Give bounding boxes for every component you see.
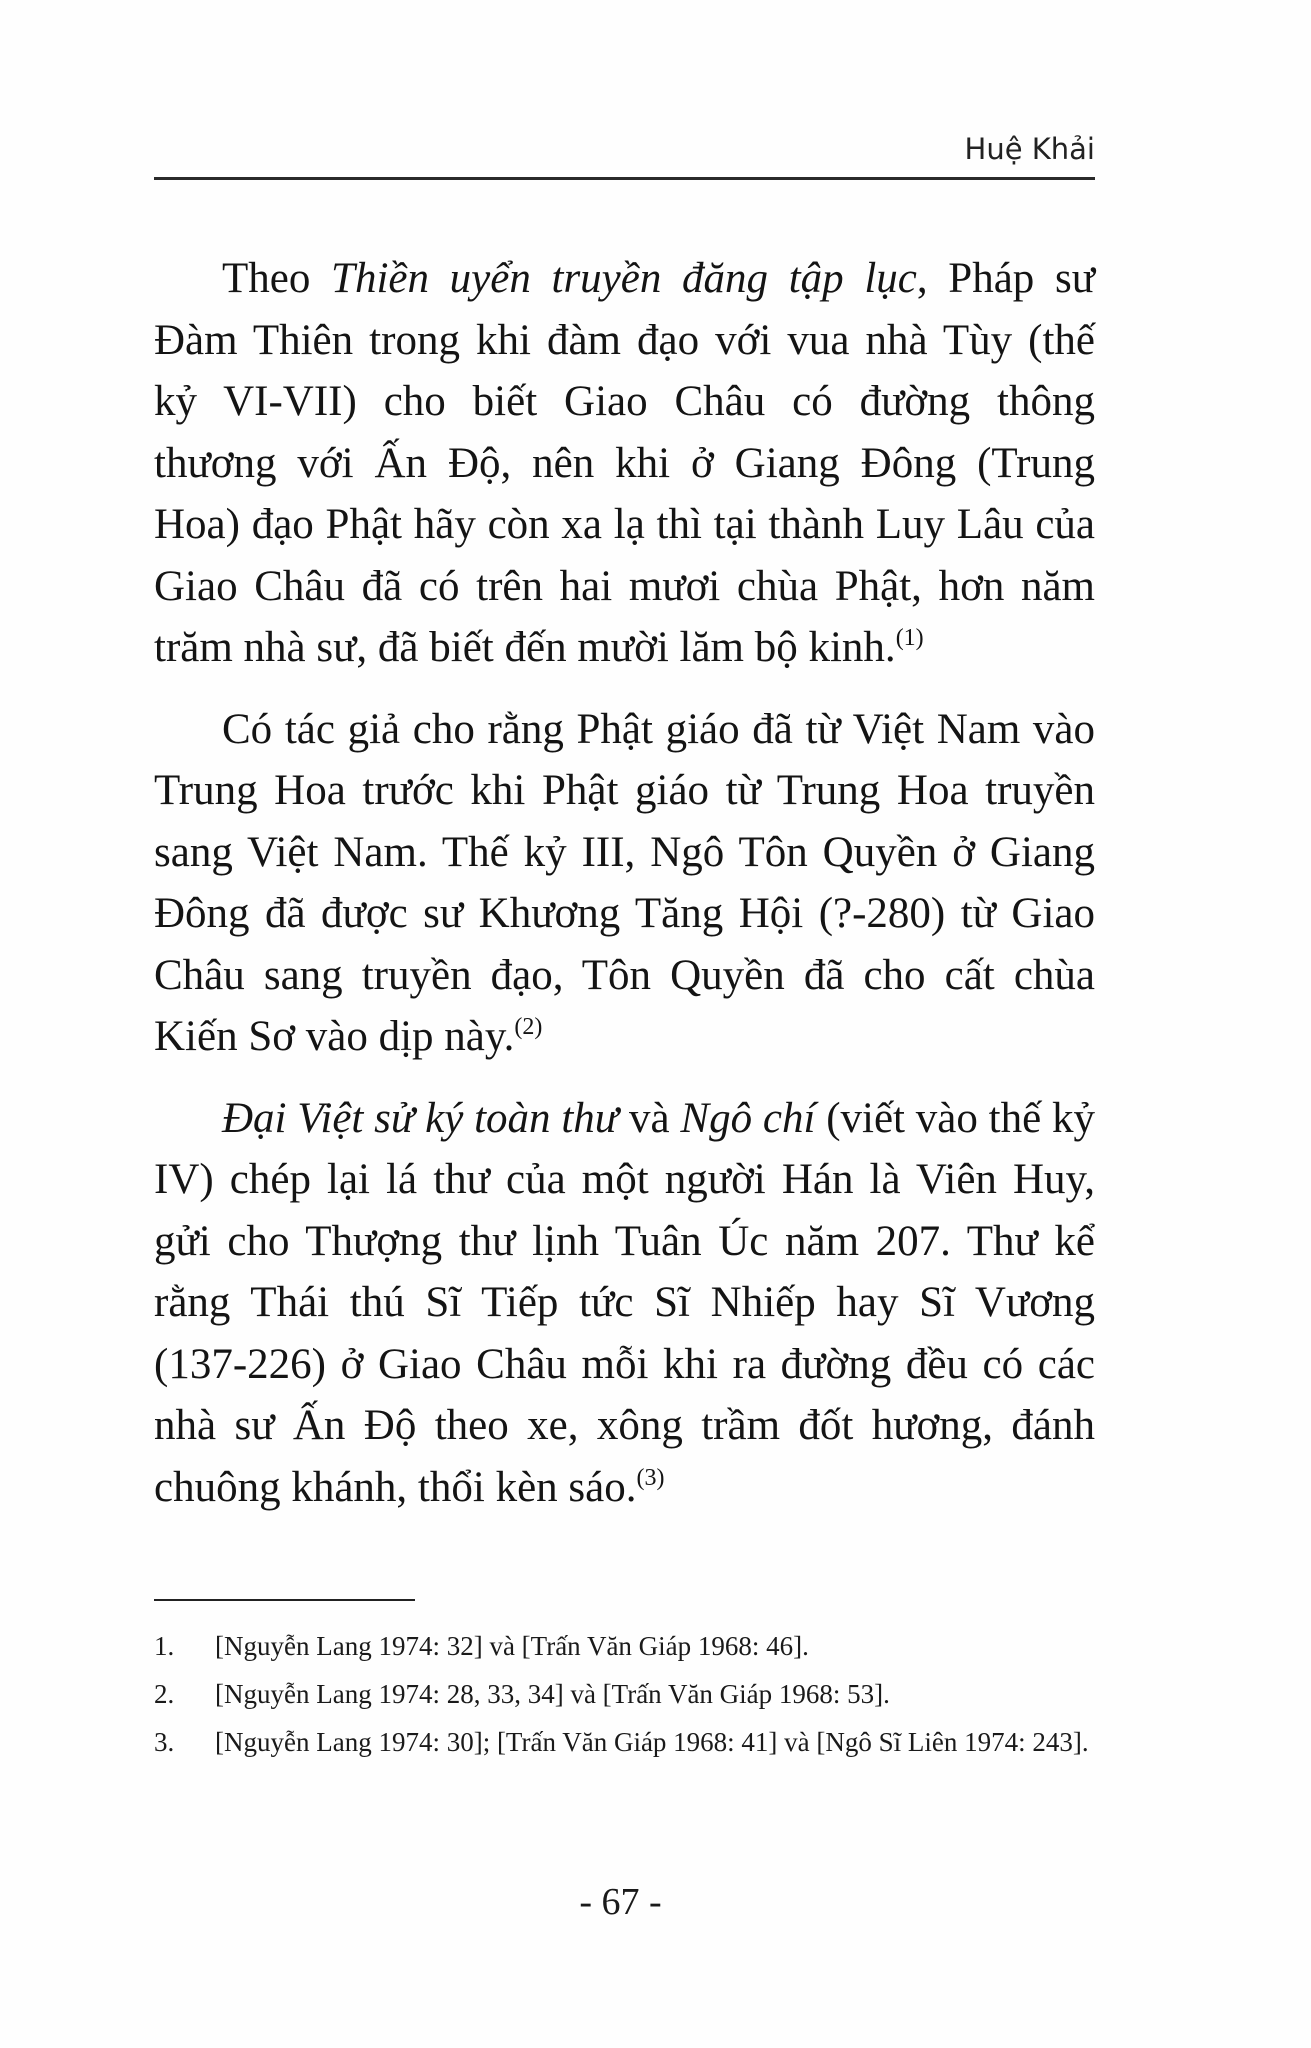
footnote-rule — [154, 1599, 415, 1601]
book-title: Ngô chí — [680, 1094, 816, 1142]
text-segment: Theo — [222, 255, 332, 302]
footnote-3 — [154, 1718, 1095, 1766]
paragraph-3 — [154, 1088, 1095, 1519]
footnote-1 — [154, 1622, 1095, 1670]
footnote-number: 3. — [154, 1727, 175, 1757]
footnote-text: [Nguyễn Lang 1974: 30]; [Trấn Văn Giáp 1968: 41] và [Ngô Sĩ Liên 1974: 243]. — [215, 1727, 1089, 1757]
page-number-container — [0, 1880, 1311, 1924]
header-rule — [154, 177, 1095, 180]
running-head-author: Huệ Khải — [964, 132, 1095, 166]
footnote-text: [Nguyễn Lang 1974: 28, 33, 34] và [Trấn Văn Giáp 1968: 53]. — [215, 1679, 890, 1709]
paragraph-1 — [154, 248, 1095, 679]
text-segment: Có tác giả cho rằng Phật giáo đã từ Việt Nam vào Trung Hoa trước khi Phật giáo từ Trung Hoa truyền sang Việt Nam. Thế kỷ III, Ngô Tôn Quyền ở Giang Đông đã được sư Khương Tăng Hội (?-280) từ Giao Châu sang truyền đạo, Tôn Quyền đã cho cất chùa Kiến Sơ vào dịp này. — [154, 705, 1095, 1060]
footnote-number: 1. — [154, 1631, 175, 1661]
footnote-ref-3[interactable]: (3) — [636, 1464, 665, 1491]
text-segment: , Pháp sư Đàm Thiên trong khi đàm đạo với vua nhà Tùy (thế kỷ VI-VII) cho biết Giao Châu có đường thông thương với Ấn Độ, nên khi ở Giang Đông (Trung Hoa) đạo Phật hãy còn xa lạ thì tại thành Luy Lâu của Giao Châu đã có trên hai mươi chùa Phật, hơn năm trăm nhà sư, đã biết đến mười lăm bộ kinh. — [154, 255, 1095, 671]
paragraph-2 — [154, 699, 1095, 1068]
footnote-text: [Nguyễn Lang 1974: 32] và [Trấn Văn Giáp 1968: 46]. — [215, 1631, 809, 1661]
text-segment: (viết vào thế kỷ IV) chép lại lá thư của một người Hán là Viên Huy, gửi cho Thượng thư lịnh Tuân Úc năm 207. Thư kể rằng Thái thú Sĩ Tiếp tức Sĩ Nhiếp hay Sĩ Vương (137-226) ở Giao Châu mỗi khi ra đường đều có các nhà sư Ấn Độ theo xe, xông trầm đốt hương, đánh chuông khánh, thổi kèn sáo. — [154, 1094, 1095, 1511]
book-title: Thiền uyển truyền đăng tập lục — [331, 255, 917, 302]
footnote-2 — [154, 1670, 1095, 1718]
body-text — [154, 248, 1095, 1538]
footnotes — [154, 1622, 1095, 1766]
page-number: - 67 - — [579, 1881, 662, 1923]
footnote-ref-2[interactable]: (2) — [514, 1014, 543, 1040]
text-segment: và — [618, 1094, 681, 1142]
footnote-ref-1[interactable]: (1) — [895, 625, 924, 651]
footnote-number: 2. — [154, 1679, 175, 1709]
book-title: Đại Việt sử ký toàn thư — [222, 1094, 619, 1142]
